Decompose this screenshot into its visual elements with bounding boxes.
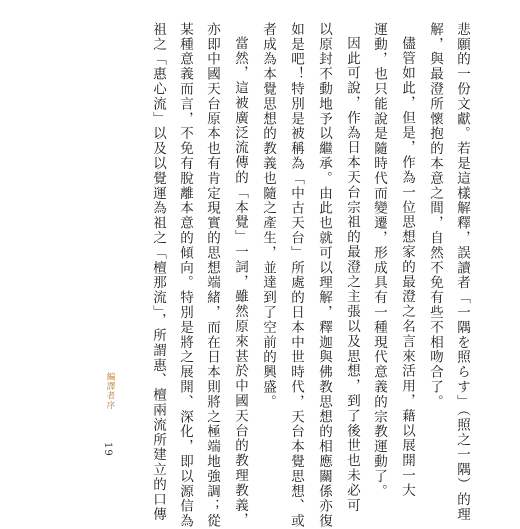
text-column-9: 當然，這被廣泛流傳的「本覺」一詞，雖然原來甚於中國天台的教理教義， bbox=[232, 36, 248, 528]
running-head: 編譯者序 bbox=[105, 372, 115, 410]
page-number: 19 bbox=[102, 442, 113, 457]
text-column-7: 如是吧！特別是被稱為「中古天台」所處的日本中世時代，天台本覺思想、或 bbox=[288, 22, 304, 529]
text-column-2: 解，與最澄所懷抱的本意之間，自然不免有些不相吻合了。 bbox=[427, 22, 443, 410]
text-column-5: 因此可說，作為日本天台宗祖的最澄之主張以及思想，到了後世也未必可 bbox=[344, 36, 360, 513]
text-column-8: 者成為本覺思想的教義也隨之產生，並達到了空前的興盛。 bbox=[260, 22, 276, 410]
text-column-1: 悲願的一份文獻。若是這樣解釋，誤讀者「一隅を照らす」（照之一隅）的理 bbox=[454, 22, 470, 522]
text-column-6: 以原封不動地予以繼承。由此也就可以理解，釋迦與佛教思想的相應關係亦復 bbox=[316, 22, 332, 529]
text-column-4: 運動，也只能說是隨時代而變遷，形成具有一種現代意義的宗教運動了。 bbox=[371, 22, 387, 499]
text-column-10: 亦即中國天台原本也有肯定現實的思想端緒，而在日本則將之極端地強調；從 bbox=[204, 22, 220, 529]
text-column-11: 某種意義而言，不免有脫離本意的傾向。特別是將之展開、深化，即以源信為 bbox=[177, 22, 193, 529]
text-column-12: 祖之「惠心流」以及以覺運為祖之「檀那流」，所謂惠、檀兩流所建立的口傳 bbox=[150, 22, 166, 522]
text-column-3: 儘管如此，但是，作為一位思想家的最澄之名言來活用，藉以展開一大 bbox=[399, 36, 415, 498]
